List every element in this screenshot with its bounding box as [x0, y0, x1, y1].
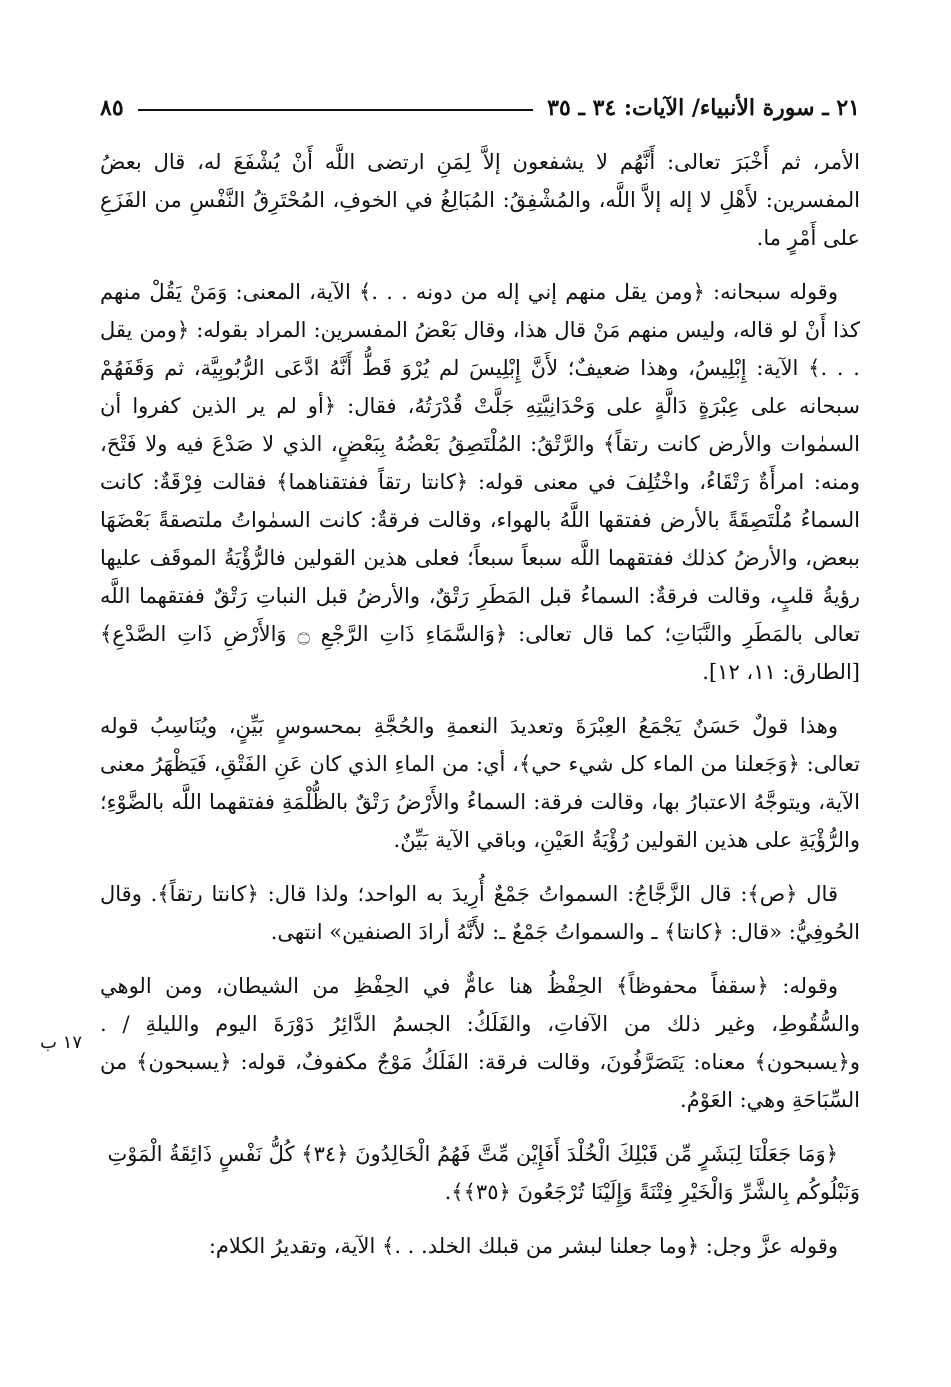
chapter-title: ٢١ ـ سورة الأنبياء/ الآيات: ٣٤ ـ ٣٥: [547, 95, 860, 121]
paragraph: الأمر، ثم أَخْبَرَ تعالى: أَنَّهُم لا يشفعون إلاَّ لِمَنِ ارتضى اللَّه أَنْ يُشْفَعَ له، قال بعضُ المفسرين: لأَهْلِ لا إله إلاَّ اللَّه، والمُشْفِقُ: المُبَالِغُ في الخوفِ، المُحْتَرِقُ النَّفْسِ من الفَزَعِ على أَمْرٍ ما.: [100, 150, 860, 250]
paragraph: وقوله سبحانه: ﴿ومن يقل منهم إني إله من دونه . . .﴾ الآية، المعنى: وَمَنْ يَقُلْ منهم كذا أَنْ لو قاله، وليس منهم مَنْ قال هذا، وقال بَعْضُ المفسرين: المراد بقوله: ﴿ومن يقل . . .﴾ الآية: إِبْلِيسُ، وهذا ضعيفٌ؛ لأَنَّ إِبْلِيسَ لم يُرْوَ قَطُّ أَنَّهُ ادَّعَى الرُّبُوبِيَّة، ثم وَقَفَهُمْ سبحانه على عِبْرَةٍ دَالَّةٍ على وَحْدَانِيَّتِهِ جَلَّتْ قُدْرَتُهُ، فقال: ﴿أو لم ير الذين كفروا أن السمٰوات والأرض كانت رتقاً﴾ والرَّتْقُ: المُلْتَصِقُ بَعْضُهُ بِبَعْضٍ، الذي لا صَدْعَ فيه ولا فَتْحَ، ومنه: امرأَةٌ رَتْقَاءُ، واخْتُلِفَ في معنى قوله: ﴿كانتا رتقاً ففتقناهما﴾ فقالت فِرْقَةٌ: كانت السماءُ مُلْتَصِقَةً بالأرض ففتقها اللَّهُ بالهواء، وقالت فرقةٌ: كانت السمٰواتُ ملتصقةً بَعْضَهَا ببعض، والأرضُ كذلك ففتقهما اللَّه سبعاً سبعاً؛ فعلى هذين القولين فالرُّؤْيَةُ الموقَف عليها رؤيةُ قلبٍ، وقالت فرقةٌ: السماءُ قبل المَطَرِ رَتْقٌ، والأرضُ قبل النباتِ رَتْقٌ ففتقهما اللَّه تعالى بالمَطَرِ والنَّبَاتِ؛ كما قال تعالى: ﴿وَالسَّمَاءِ ذَاتِ الرَّجْعِ ۝ وَالأَرْضِ ذَاتِ الصَّدْعِ﴾ [الطارق: ١١، ١٢].: [100, 280, 860, 684]
running-header: [100, 88, 860, 128]
paragraph: قال ﴿ص﴾: قال الزَّجَّاجُ: السمواتُ جَمْعٌ أُرِيدَ به الواحد؛ ولذا قال: ﴿كانتا رتقاً﴾. وقال الحُوفِيُّ: «قال: ﴿كانتا﴾ ـ والسمواتُ جَمْعٌ ـ: لأَنَّهُ أرادَ الصنفين» انتهى.: [100, 882, 860, 944]
body-text: [100, 143, 860, 1281]
manuscript-folio-note: ١٧ ب: [40, 1032, 83, 1053]
paragraph: وقوله: ﴿سقفاً محفوظاً﴾ الحِفْظُ هنا عامٌّ في الحِفْظِ من الشيطان، ومن الوهي والسُّقُوطِ، وغير ذلك من الآفاتِ، والفَلَكُ: الجسمُ الدَّائِرُ دَوْرَةَ اليوم والليلةِ / . و﴿يسبحون﴾ معناه: يَتَصَرَّفُونَ، وقالت فرقة: الفَلَكُ مَوْجٌ مكفوفٌ، قوله: ﴿يسبحون﴾ من السِّبَاحَةِ وهي: العَوْمُ.: [100, 974, 860, 1112]
paragraph: وقوله عزَّ وجل: ﴿وما جعلنا لبشر من قبلك الخلد. . .﴾ الآية، وتقديرُ الكلام:: [208, 1234, 838, 1258]
paragraph: وهذا قولٌ حَسَنٌ يَجْمَعُ العِبْرَةَ وتعديدَ النعمةِ والحُجَّةِ بمحسوسٍ بَيِّنٍ، ويُنَاسِبُ قوله تعالى: ﴿وَجَعلنا من الماء كل شيء حي﴾، أي: من الماءِ الذي كان عَنِ الفَتْقِ، فَيَظْهَرُ معنى الآية، ويتوجَّهُ الاعتبارُ بها، وقالت فرقة: السماءُ والأَرْضُ رَتْقٌ بالظُّلْمَةِ ففتقهما اللَّه بالضَّوْءِ؛ والرُّؤْيَةِ على هذين القولين رُؤْيَةُ العَيْنِ، وباقي الآية بَيِّنٌ.: [100, 714, 860, 852]
page-number: ٨٥: [100, 95, 124, 121]
header-rule: [138, 109, 534, 111]
quran-verse: ﴿وَمَا جَعَلْنَا لِبَشَرٍ مِّن قَبْلِكَ الْخُلْدَ أَفَإِيْن مِّتَّ فَهُمُ الْخَالِدُونَ ﴿٣٤﴾ كُلُّ نَفْسٍ ذَائِقَةُ الْمَوْتِ وَنَبْلُوكُم بِالشَّرِّ وَالْخَيْرِ فِتْنَةً وَإِلَيْنَا تُرْجَعُونَ ﴿٣٥﴾﴾.: [107, 1142, 860, 1204]
